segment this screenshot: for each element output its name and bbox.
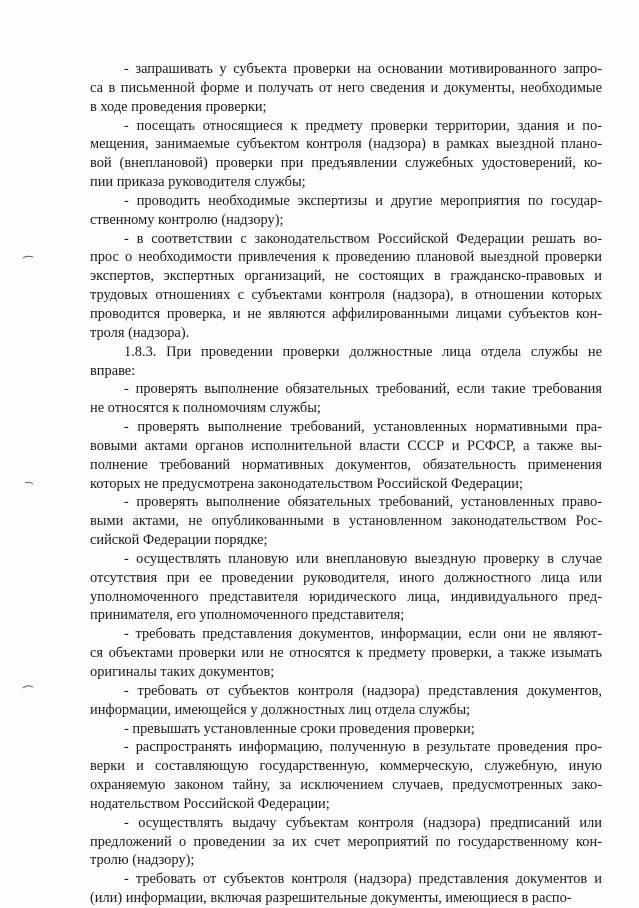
text-line: ся объектами проверки или не относятся к предмету проверки, а также изымать xyxy=(90,645,602,662)
scan-speck-mark xyxy=(22,254,34,260)
text-line: - проводить необходимые экспертизы и другие мероприятия по государ- xyxy=(124,192,602,209)
text-line: - проверять выполнение требований, установленных нормативными пра- xyxy=(124,419,602,436)
text-line: информации, имеющейся у должностных лиц отдела службы; xyxy=(90,701,471,718)
text-line: нодательством Российской Федерации; xyxy=(90,795,330,812)
paragraph xyxy=(90,117,602,192)
text-line: са в письменной форме и получать от него сведения и документы, необходимые xyxy=(90,79,602,96)
paragraph xyxy=(90,493,602,550)
text-line: ственному контролю (надзору); xyxy=(90,211,284,228)
text-line: охраняемую законом тайну, за исключением случаев, предусмотренных зако- xyxy=(90,777,602,794)
paragraph xyxy=(90,60,602,117)
text-line: - превышать установленные сроки проведения проверки; xyxy=(124,720,475,737)
paragraph xyxy=(90,682,602,720)
text-line: в ходе проведения проверки; xyxy=(90,98,267,115)
text-line: предложений о проведении за их счет мероприятий по государственному кон- xyxy=(90,833,602,850)
text-line: экспертов, экспертных организаций, не состоящих в гражданско-правовых и xyxy=(90,268,602,285)
text-line: оригиналы таких документов; xyxy=(90,664,275,680)
text-line: - осуществлять выдачу субъектам контроля (надзора) предписаний или xyxy=(124,814,602,831)
text-line: - требовать от субъектов контроля (надзора) представления документов и xyxy=(124,871,602,888)
text-line: вой (внеплановой) проверки при предъявлении служебных удостоверений, ко- xyxy=(90,155,602,172)
text-line: - запрашивать у субъекта проверки на основании мотивированного запро- xyxy=(124,61,602,77)
text-line: верки и составляющую государственную, коммерческую, служебную, иную xyxy=(90,758,602,775)
text-line: 1.8.3. При проведении проверки должностные лица отдела службы не xyxy=(124,343,602,360)
paragraph xyxy=(90,738,602,813)
text-line: (или) информации, включая разрешительные документы, имеющиеся в распо- xyxy=(90,890,572,907)
text-line: уполномоченного представителя юридического лица, индивидуального пред- xyxy=(90,588,602,605)
text-line: проводится проверка, и не являются аффилированными лицами субъектов кон- xyxy=(90,305,602,322)
text-line: - распространять информацию, полученную в результате проведения про- xyxy=(124,739,602,756)
paragraph xyxy=(90,380,602,418)
text-line: вовыми актами органов исполнительной власти СССР и РСФСР, а также вы- xyxy=(90,437,602,454)
text-line: которых не предусмотрена законодательством Российской Федерации; xyxy=(90,475,523,492)
text-line: - в соответствии с законодательством Российской Федерации решать во- xyxy=(124,230,602,247)
text-line: отсутствия при ее проведении руководителя, иного должностного лица или xyxy=(90,569,602,586)
text-line: - требовать представления документов, информации, если они не являют- xyxy=(124,626,602,643)
paragraph xyxy=(90,230,602,343)
paragraph xyxy=(90,720,602,739)
text-line: пии приказа руководителя службы; xyxy=(90,174,306,191)
text-line: сийской Федерации порядке; xyxy=(90,532,268,549)
paragraph xyxy=(90,814,602,871)
paragraph xyxy=(90,192,602,230)
text-line: - посещать относящиеся к предмету проверки территории, здания и по- xyxy=(124,117,602,134)
document-body-text xyxy=(90,60,602,908)
text-line: полнение требований нормативных документов, обязательность применения xyxy=(90,456,602,473)
text-line: - проверять выполнение обязательных требований, установленных право- xyxy=(124,494,602,511)
text-line: троля (надзора). xyxy=(90,324,190,341)
text-line: тролю (надзору); xyxy=(90,852,195,869)
text-line: не относятся к полномочиям службы; xyxy=(90,400,321,417)
text-line: мещения, занимаемые субъектом контроля (надзора) в рамках выездной плано- xyxy=(90,136,602,153)
paragraph xyxy=(90,870,602,908)
text-line: - осуществлять плановую или внеплановую выездную проверку в случае xyxy=(124,550,602,567)
paragraph xyxy=(90,418,602,493)
paragraph xyxy=(90,550,602,625)
text-line: прос о необходимости привлечения к проведению плановой выездной проверки xyxy=(90,249,602,266)
scan-speck-mark xyxy=(24,480,36,486)
paragraph xyxy=(90,343,602,381)
text-line: принимателя, его уполномоченного представителя; xyxy=(90,607,405,624)
text-line: - проверять выполнение обязательных требований, если такие требования xyxy=(124,381,602,398)
text-line: трудовых отношениях с субъектами контроля (надзора), в отношении которых xyxy=(90,287,602,304)
text-line: - требовать от субъектов контроля (надзора) представления документов, xyxy=(124,682,602,699)
text-line: вправе: xyxy=(90,362,136,379)
text-line: выми актами, не опубликованными в установленном законодательством Рос- xyxy=(90,513,602,530)
scan-speck-mark xyxy=(22,684,34,690)
paragraph xyxy=(90,625,602,682)
